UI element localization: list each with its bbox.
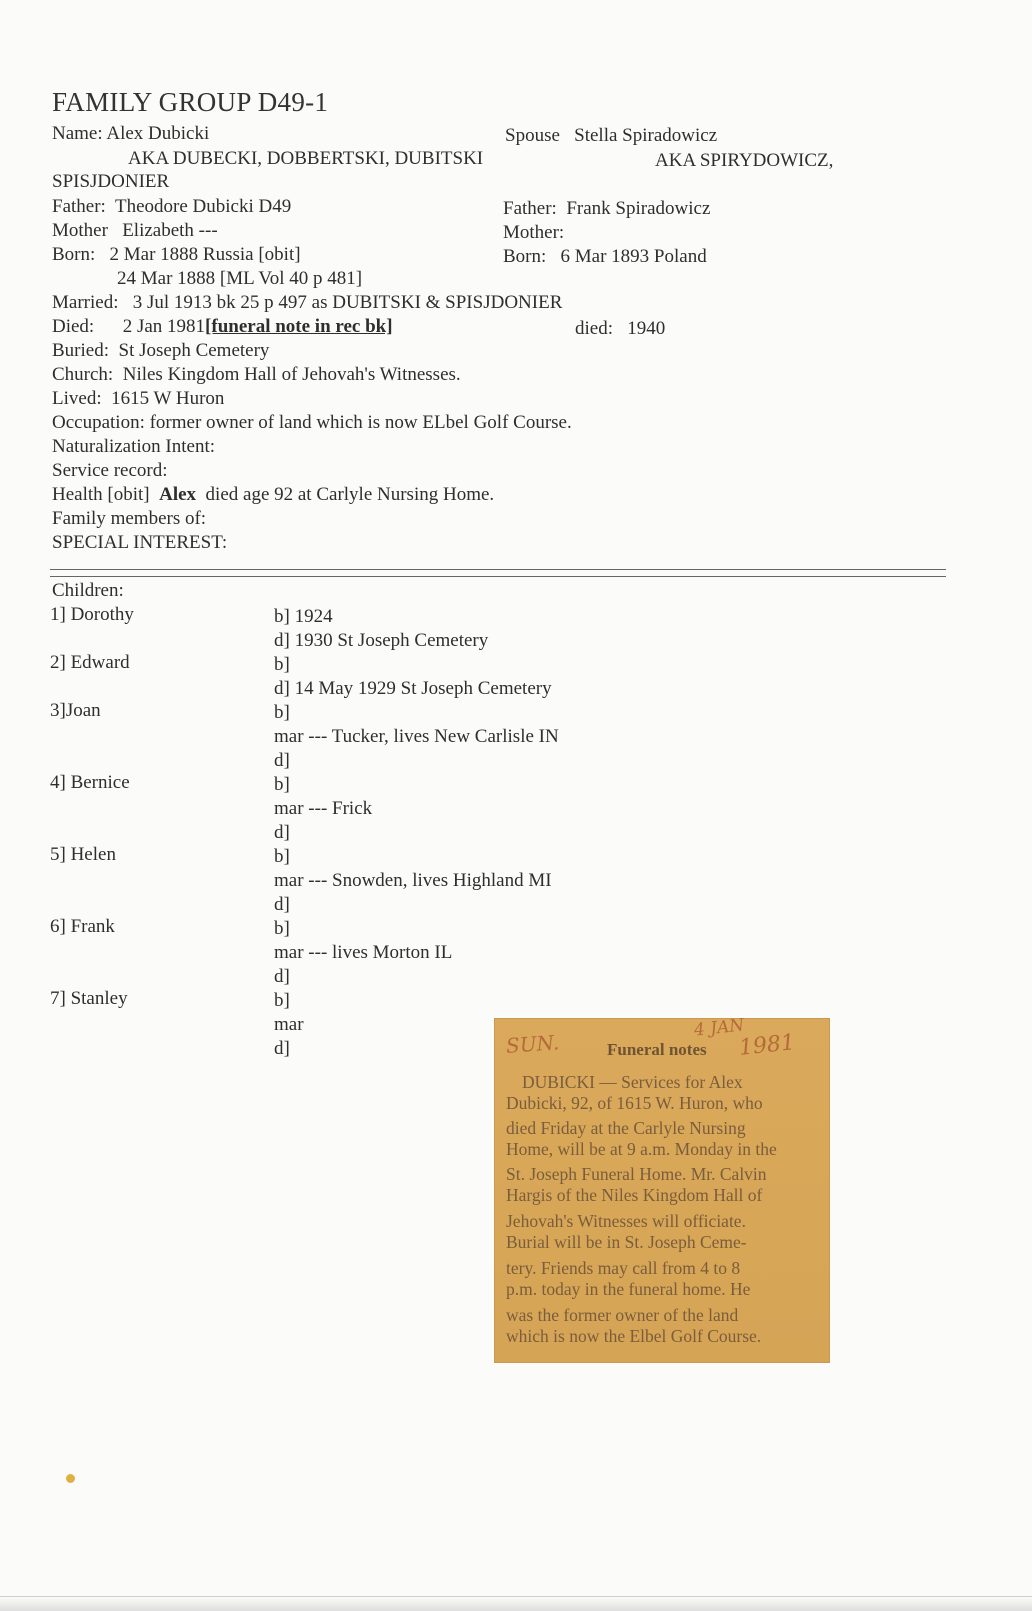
child-detail: b]: [274, 918, 290, 939]
newspaper-clipping: [494, 1015, 830, 1363]
funeral-note-reference: [funeral note in rec bk]: [205, 316, 393, 337]
child-name: 1] Dorothy: [50, 604, 134, 625]
died-label: Died:: [52, 316, 95, 337]
spouse-father-label: Father:: [503, 198, 557, 219]
health-name: Alex: [159, 484, 197, 505]
child-name: 6] Frank: [50, 916, 115, 937]
child-name: 2] Edward: [50, 652, 130, 673]
double-divider: [50, 569, 946, 577]
husband-died: 2 Jan 1981: [122, 316, 206, 337]
child-detail: mar --- lives Morton IL: [274, 942, 453, 963]
church-value: Niles Kingdom Hall of Jehovah's Witnesses.: [122, 364, 461, 385]
special-interest-label: SPECIAL INTEREST:: [52, 532, 228, 553]
child-name: 5] Helen: [50, 844, 116, 865]
child-detail: b]: [274, 990, 290, 1011]
spouse-father: Frank Spiradowicz: [566, 198, 711, 219]
spouse-born-row: [503, 246, 707, 268]
clipping-line: Dubicki, 92, of 1615 W. Huron, who: [506, 1093, 763, 1113]
lived-value: 1615 W Huron: [111, 388, 225, 409]
child-detail: mar --- Snowden, lives Highland MI: [274, 870, 552, 891]
clipping-line: Home, will be at 9 a.m. Monday in the: [506, 1139, 777, 1159]
spouse-aka-continued: SPISJDONIER: [52, 171, 170, 192]
child-detail: b]: [274, 846, 290, 867]
health-value: died age 92 at Carlyle Nursing Home.: [205, 484, 495, 505]
clipping-line: St. Joseph Funeral Home. Mr. Calvin: [506, 1164, 767, 1184]
name-row: [52, 123, 209, 145]
child-detail: d]: [274, 822, 290, 843]
married-row: [52, 292, 562, 314]
spouse-died-label: died:: [575, 318, 613, 339]
clipping-line: died Friday at the Carlyle Nursing: [506, 1118, 746, 1138]
clipping-line: DUBICKI — Services for Alex: [522, 1072, 743, 1092]
naturalization-label: Naturalization Intent:: [52, 436, 216, 457]
service-record-label: Service record:: [52, 460, 168, 481]
child-detail: d]: [274, 894, 290, 915]
child-detail: d] 1930 St Joseph Cemetery: [274, 630, 489, 651]
clipping-line: Burial will be in St. Joseph Ceme-: [506, 1232, 747, 1252]
health-label: Health [obit]: [52, 484, 150, 505]
husband-name: Alex Dubicki: [106, 123, 210, 144]
spouse-row: [505, 125, 717, 147]
child-name: 4] Bernice: [50, 772, 130, 793]
family-members-label: Family members of:: [52, 508, 207, 529]
mother-label: Mother: [52, 220, 108, 241]
occupation-label: Occupation:: [52, 412, 145, 433]
lived-row: [52, 388, 224, 410]
buried-value: St Joseph Cemetery: [118, 340, 270, 361]
paper-speck: [66, 1474, 75, 1483]
clipping-heading: Funeral notes: [607, 1040, 707, 1059]
occupation-row: [52, 412, 572, 434]
child-detail: mar: [274, 1014, 304, 1035]
child-detail: mar --- Tucker, lives New Carlisle IN: [274, 726, 559, 747]
spouse-died-row: [575, 318, 665, 340]
father-row: [52, 196, 291, 218]
handwritten-source: SUN.: [505, 1030, 560, 1058]
clipping-line: tery. Friends may call from 4 to 8: [506, 1258, 741, 1278]
church-row: [52, 364, 461, 386]
spouse-label: Spouse: [505, 125, 560, 146]
lived-label: Lived:: [52, 388, 102, 409]
child-name: 7] Stanley: [50, 988, 128, 1009]
handwritten-year: 1981: [737, 1030, 797, 1061]
married-value: 3 Jul 1913 bk 25 p 497 as DUBITSKI & SPISJDONIER: [132, 292, 563, 313]
child-detail: d]: [274, 1038, 290, 1059]
husband-mother: Elizabeth ---: [122, 220, 218, 241]
husband-born-alt: 24 Mar 1888 [ML Vol 40 p 481]: [117, 268, 363, 289]
clipping-line: which is now the Elbel Golf Course.: [506, 1326, 762, 1346]
spouse-born-label: Born:: [503, 246, 547, 267]
occupation-value: former owner of land which is now ELbel Golf Course.: [149, 412, 572, 433]
spouse-mother-label: Mother:: [503, 222, 565, 243]
handwritten-date: 4 JAN: [693, 1015, 746, 1041]
father-label: Father:: [52, 196, 106, 217]
child-detail: b]: [274, 654, 290, 675]
page-title: FAMILY GROUP D49-1: [52, 87, 329, 117]
scan-bottom-edge: [0, 1596, 1032, 1611]
children-label: Children:: [52, 580, 124, 601]
child-detail: d]: [274, 966, 290, 987]
born-row: [52, 244, 301, 266]
spouse-father-row: [503, 198, 710, 220]
clipping-line: Jehovah's Witnesses will officiate.: [506, 1211, 746, 1231]
child-detail: b]: [274, 774, 290, 795]
child-detail: mar --- Frick: [274, 798, 373, 819]
mother-row: [52, 220, 218, 242]
church-label: Church:: [52, 364, 114, 385]
married-label: Married:: [52, 292, 119, 313]
child-detail: b] 1924: [274, 606, 333, 627]
child-detail: d] 14 May 1929 St Joseph Cemetery: [274, 678, 552, 699]
died-row: [52, 316, 393, 338]
clipping-line: Hargis of the Niles Kingdom Hall of: [506, 1185, 763, 1205]
child-detail: b]: [274, 702, 290, 723]
name-label: Name:: [52, 123, 103, 144]
spouse-name: Stella Spiradowicz: [574, 125, 718, 146]
child-detail: d]: [274, 750, 290, 771]
spouse-born: 6 Mar 1893 Poland: [560, 246, 707, 267]
husband-born: 2 Mar 1888 Russia [obit]: [109, 244, 301, 265]
clipping-line: was the former owner of the land: [506, 1305, 739, 1325]
spouse-died: 1940: [627, 318, 666, 339]
buried-label: Buried:: [52, 340, 109, 361]
born-label: Born:: [52, 244, 96, 265]
spouse-aka: AKA SPIRYDOWICZ,: [655, 150, 834, 171]
clipping-line: p.m. today in the funeral home. He: [506, 1279, 751, 1299]
health-row: [52, 484, 494, 506]
buried-row: [52, 340, 269, 362]
husband-aka: AKA DUBECKI, DOBBERTSKI, DUBITSKI: [128, 148, 484, 169]
child-name: 3]Joan: [50, 700, 101, 721]
husband-father: Theodore Dubicki D49: [115, 196, 292, 217]
